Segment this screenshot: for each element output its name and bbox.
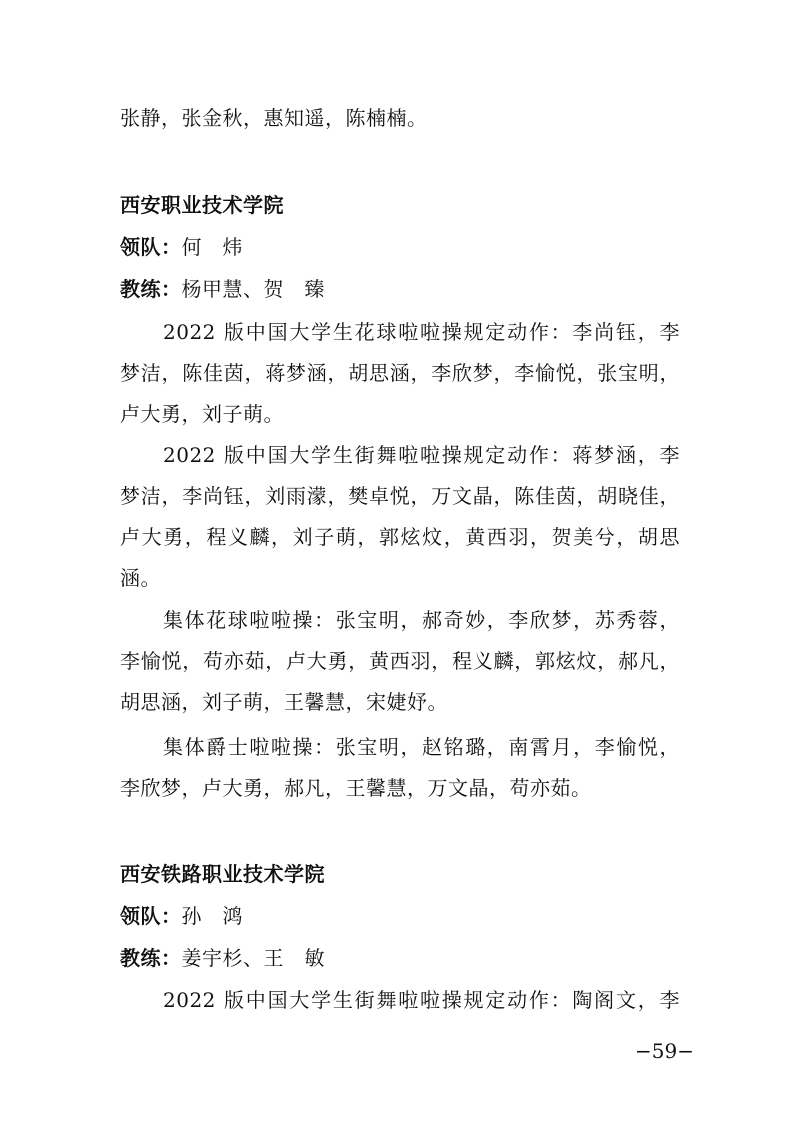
- leader-value: 孙 鸿: [181, 904, 243, 928]
- leader-row: [120, 902, 680, 930]
- paragraph-line: 集体花球啦啦操：张宝明，郝奇妙，李欣梦，苏秀蓉，: [163, 608, 680, 632]
- paragraph-line: 2022 版中国大学生街舞啦啦操规定动作：陶阁文，李: [163, 988, 680, 1012]
- leader-row: [120, 233, 680, 261]
- coach-value: 杨甲慧、贺 臻: [181, 277, 325, 301]
- paragraph-line: 梦洁，陈佳茵，蒋梦涵，胡思涵，李欣梦，李愉悦，张宝明，: [120, 361, 680, 385]
- coach-value: 姜宇杉、王 敏: [181, 946, 325, 970]
- school-heading: 西安铁路职业技术学院: [120, 862, 325, 886]
- paragraph-line: 李欣梦，卢大勇，郝凡，王馨慧，万文晶，苟亦茹。: [120, 776, 592, 800]
- coach-label: 教练：: [120, 277, 182, 301]
- paragraph-line: 卢大勇，刘子萌。: [120, 402, 284, 426]
- leader-label: 领队：: [120, 235, 182, 259]
- paragraph-line: 2022 版中国大学生街舞啦啦操规定动作：蒋梦涵，李: [163, 443, 680, 467]
- page-number: −59−: [635, 1039, 694, 1063]
- leader-value: 何 炜: [181, 235, 243, 259]
- coach-row: [120, 275, 680, 303]
- leader-label: 领队：: [120, 904, 182, 928]
- paragraph-line: 涵。: [120, 566, 161, 590]
- coach-row: [120, 944, 680, 972]
- paragraph-line: 集体爵士啦啦操：张宝明，赵铭璐，南霄月，李愉悦，: [163, 735, 680, 759]
- paragraph-line: 梦洁，李尚钰，刘雨濛，樊卓悦，万文晶，陈佳茵，胡晓佳，: [120, 484, 680, 508]
- paragraph-line: 胡思涵，刘子萌，王馨慧，宋婕妤。: [120, 690, 448, 714]
- paragraph-line: 卢大勇，程义麟，刘子萌，郭炫炆，黄西羽，贺美兮，胡思: [120, 525, 680, 549]
- continued-name-list: 张静，张金秋，惠知遥，陈楠楠。: [120, 106, 428, 130]
- paragraph-line: 2022 版中国大学生花球啦啦操规定动作：李尚钰，李: [163, 320, 680, 344]
- school-heading: 西安职业技术学院: [120, 193, 284, 217]
- paragraph-line: 李愉悦，苟亦茹，卢大勇，黄西羽，程义麟，郭炫炆，郝凡，: [120, 649, 680, 673]
- coach-label: 教练：: [120, 946, 182, 970]
